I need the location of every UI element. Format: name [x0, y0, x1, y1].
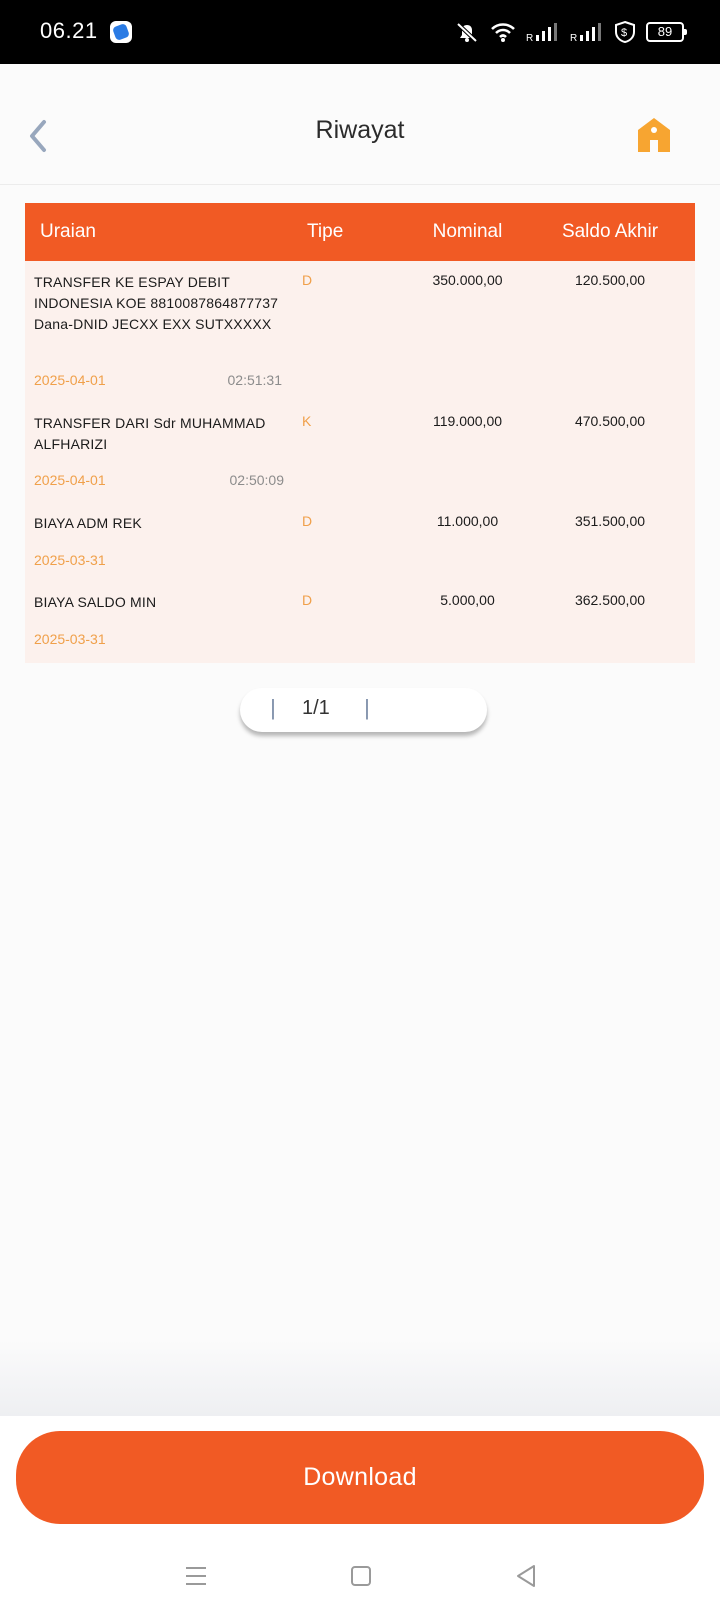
transaction-table: [25, 203, 695, 663]
signal-r-icon: [570, 21, 604, 43]
svg-text:$: $: [621, 27, 628, 39]
row-saldo: 470.500,00: [574, 413, 646, 429]
bottom-fade: [0, 1340, 720, 1416]
svg-text:R: R: [570, 33, 578, 43]
battery-icon: 89: [646, 22, 684, 42]
column-header-saldo-akhir: Saldo Akhir: [561, 221, 659, 242]
back-triangle-icon: [510, 1560, 542, 1592]
row-date: 2025-04-01: [34, 472, 106, 488]
wifi-icon: [490, 21, 516, 43]
vpn-shield-icon: [614, 20, 636, 44]
row-saldo: 362.500,00: [574, 592, 646, 608]
table-body: [25, 261, 695, 663]
table-header: [25, 203, 695, 261]
row-description: BIAYA ADM REK: [34, 515, 142, 531]
row-nominal: 119.000,00: [432, 413, 503, 429]
page-title: Riwayat: [315, 116, 405, 144]
status-time: 06.21: [40, 18, 98, 43]
home-square-icon: [345, 1560, 377, 1592]
home-icon: [636, 116, 672, 154]
row-date: 2025-04-01: [34, 372, 106, 388]
table-row[interactable]: [25, 402, 695, 502]
signal-r-icon: [526, 21, 560, 43]
table-row[interactable]: [25, 581, 695, 663]
silent-icon: [454, 20, 480, 44]
column-header-nominal: Nominal: [432, 221, 503, 242]
row-time: 02:51:31: [227, 372, 282, 388]
app-notification-icon: [110, 21, 132, 43]
row-saldo: 351.500,00: [574, 513, 646, 529]
row-description: BIAYA SALDO MIN: [34, 594, 157, 610]
pagination-next-button[interactable]: |: [364, 695, 370, 720]
download-button[interactable]: Download: [16, 1431, 704, 1524]
row-nominal: 5.000,00: [440, 592, 495, 608]
status-bar: [0, 0, 720, 64]
table-row[interactable]: [25, 261, 695, 402]
pagination: [240, 688, 487, 732]
row-type: D: [302, 513, 313, 529]
nav-back-button[interactable]: [510, 1560, 542, 1592]
pagination-prev-button[interactable]: |: [270, 695, 276, 720]
system-nav-bar: [0, 1540, 720, 1612]
table-row[interactable]: [25, 502, 695, 581]
row-description: TRANSFER KE ESPAY DEBIT INDONESIA KOE 8810087864877737 Dana-DNID JECXX EXX SUTXXXXX: [34, 274, 279, 332]
app-header: [0, 64, 720, 185]
status-icons: [454, 18, 684, 46]
row-time: 02:50:09: [229, 472, 284, 488]
nav-menu-button[interactable]: [180, 1560, 212, 1592]
column-header-tipe: Tipe: [307, 221, 344, 242]
nav-home-button[interactable]: [345, 1560, 377, 1592]
pagination-page-indicator: 1/1: [302, 697, 330, 719]
svg-text:R: R: [526, 33, 534, 43]
row-date: 2025-03-31: [34, 631, 106, 647]
row-nominal: 11.000,00: [436, 513, 499, 529]
home-button[interactable]: [636, 116, 672, 154]
menu-icon: [180, 1560, 212, 1592]
row-description: TRANSFER DARI Sdr MUHAMMAD ALFHARIZI: [34, 415, 266, 452]
row-type: K: [302, 413, 312, 429]
row-type: D: [302, 592, 313, 608]
row-date: 2025-03-31: [34, 552, 106, 568]
row-saldo: 120.500,00: [574, 272, 646, 288]
row-type: D: [302, 272, 313, 288]
column-header-uraian: Uraian: [40, 221, 96, 242]
row-nominal: 350.000,00: [432, 272, 503, 288]
